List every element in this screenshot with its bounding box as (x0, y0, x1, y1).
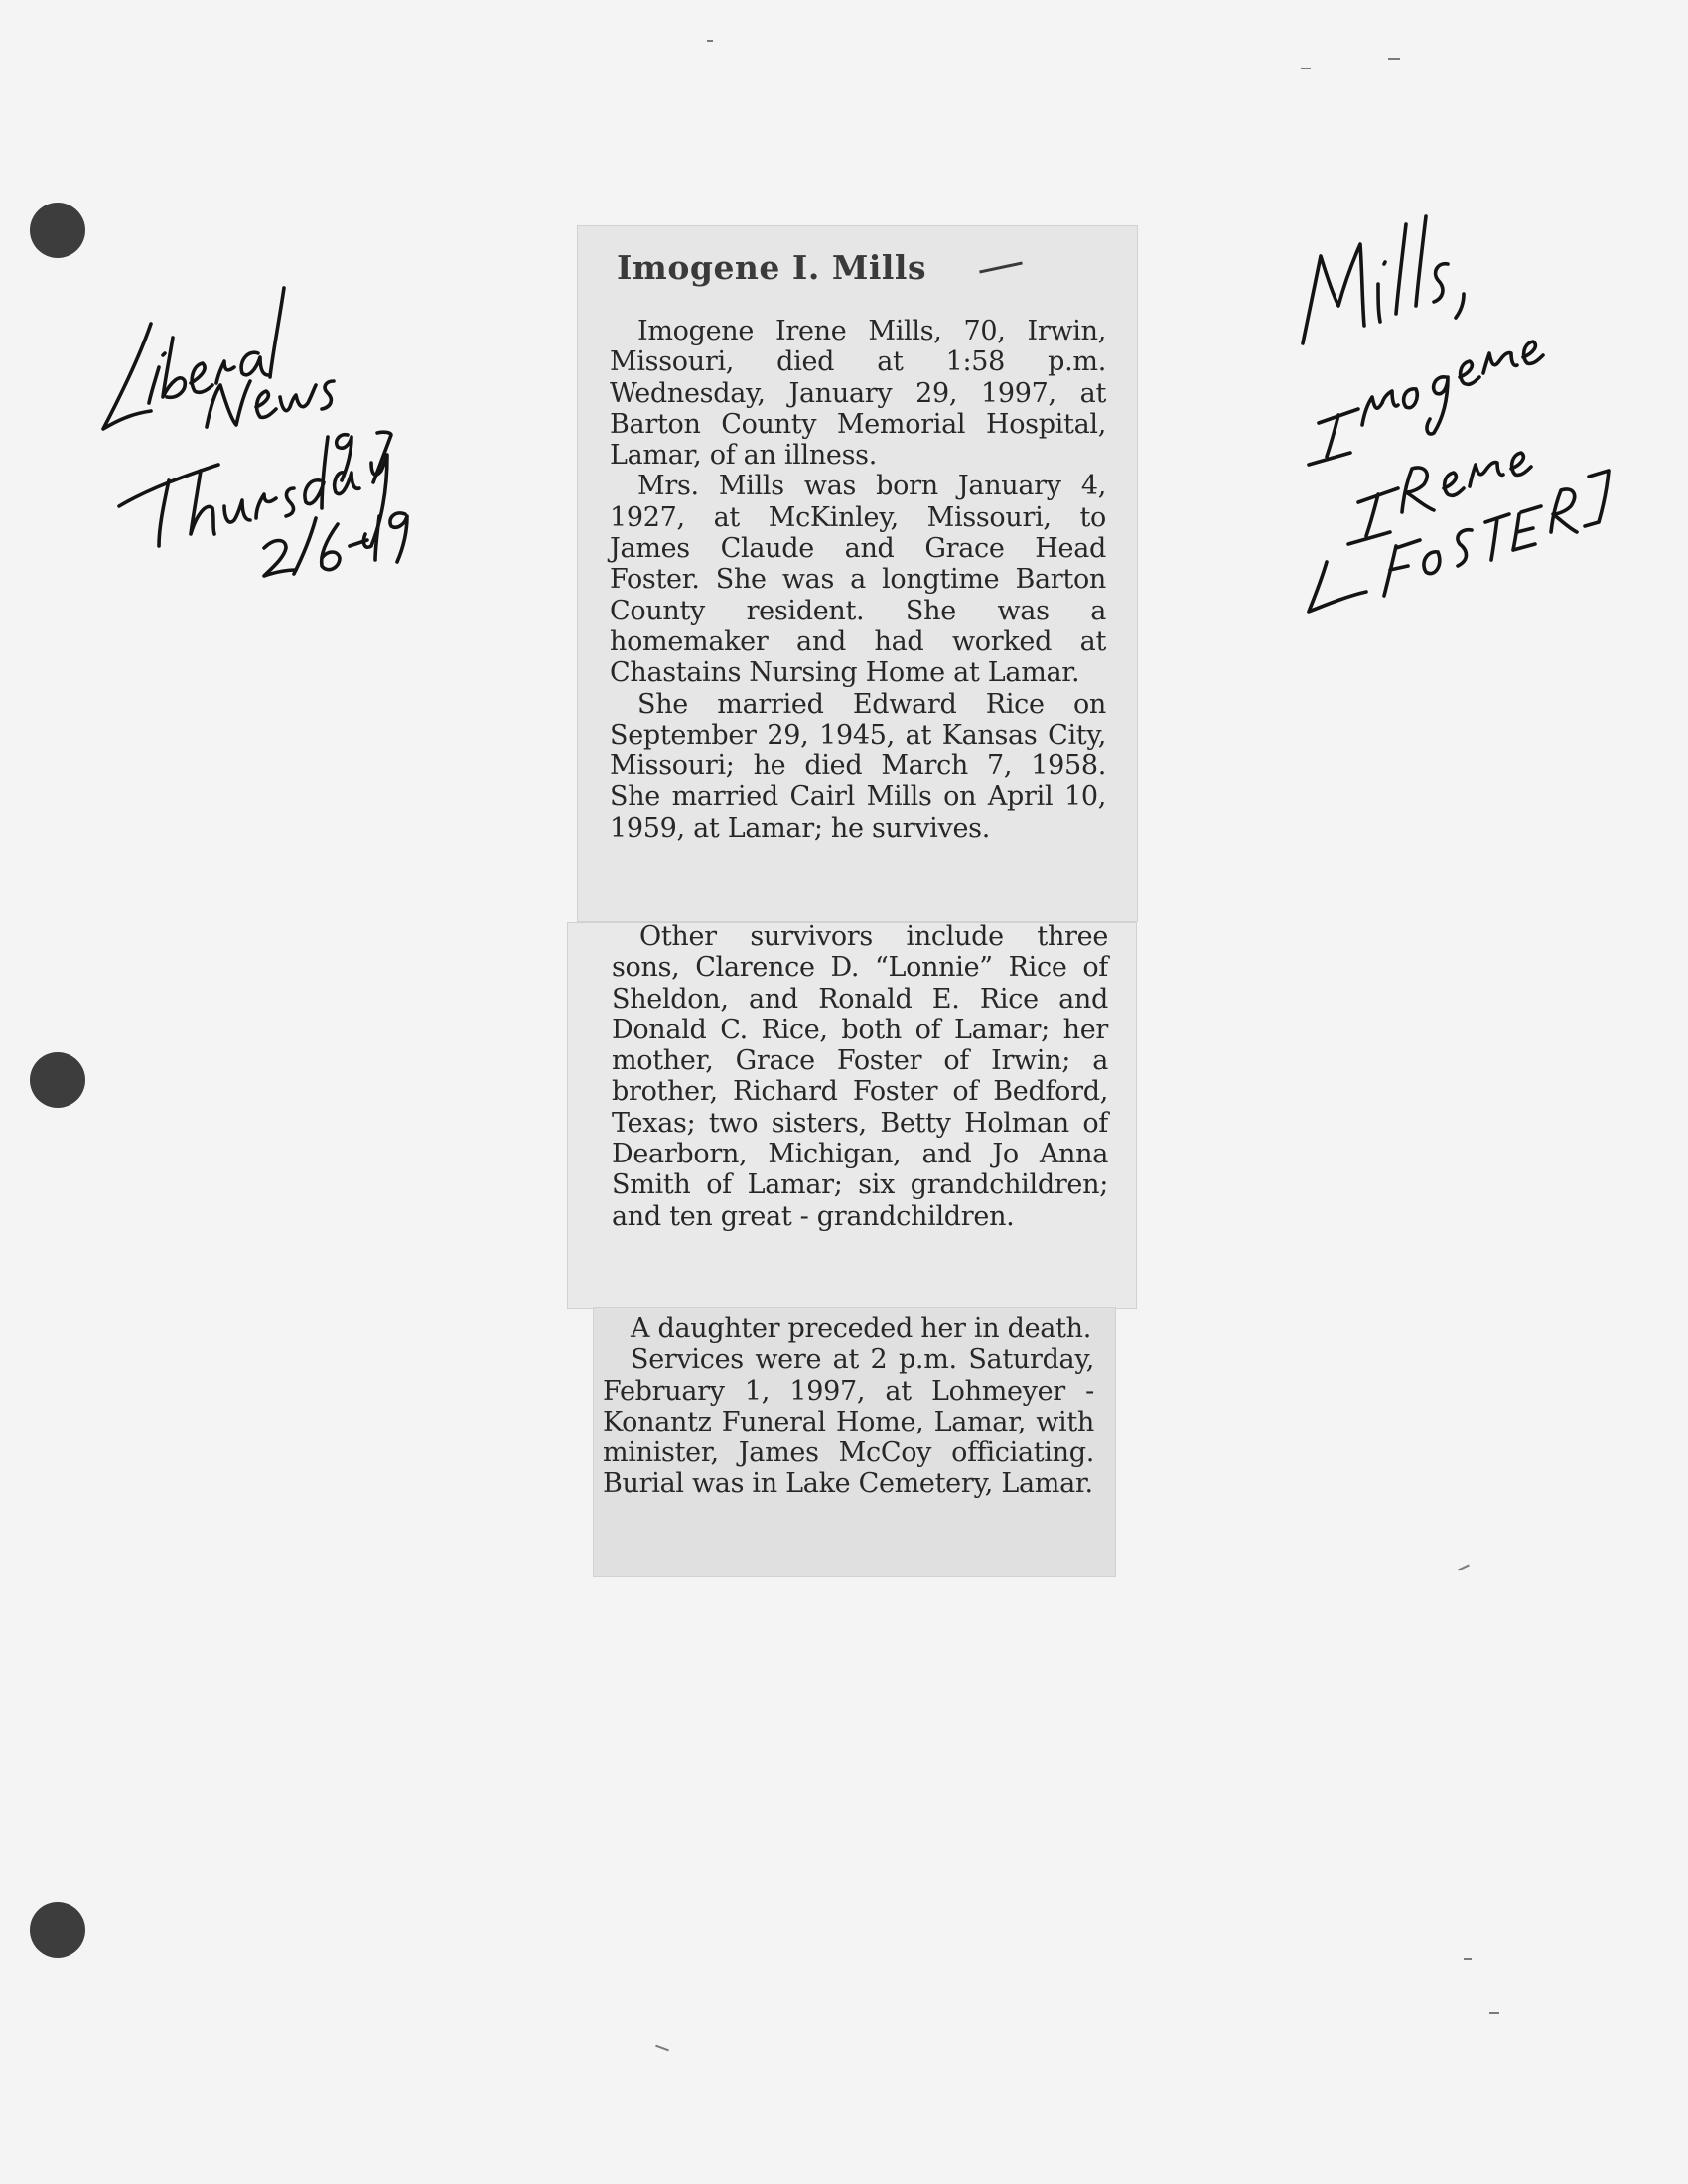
scan-speck (1458, 1565, 1470, 1571)
obituary-paragraph: Services were at 2 p.m. Saturday, February 1, 1997, at Lohmeyer - Konantz Funeral Home, Lamar, with minister, James McCoy officiating. Burial was in Lake Cemetery, Lamar. (603, 1344, 1094, 1500)
handwritten-source-note (89, 258, 427, 576)
obituary-headline: Imogene I. Mills (617, 248, 927, 287)
scan-speck (1489, 2012, 1499, 2014)
obituary-paragraph: Mrs. Mills was born January 4, 1927, at McKinley, Missouri, to James Claude and Grace Head Foster. She was a longtime Barton County resident. She was a homemaker and had worked at Chastains Nursing Home at Lamar. (610, 471, 1106, 689)
handwritten-source-note-year (328, 427, 417, 496)
scan-speck (707, 40, 713, 42)
binder-hole-middle (30, 1052, 85, 1108)
binder-hole-top (30, 203, 85, 258)
handwritten-index-note (1279, 195, 1666, 631)
obituary-text-part-3 (603, 1313, 1094, 1500)
obituary-paragraph: She married Edward Rice on September 29, 1945, at Kansas City, Missouri; he died March 7, 1958. She married Cairl Mills on April 10, 1959, at Lamar; he survives. (610, 688, 1106, 844)
obituary-paragraph: Imogene Irene Mills, 70, Irwin, Missouri, died at 1:58 p.m. Wednesday, January 29, 1997, at Barton County Memorial Hospital, Lamar, of an illness. (610, 316, 1106, 472)
obituary-text-part-1 (610, 316, 1106, 844)
obituary-paragraph: Other survivors include three sons, Clarence D. “Lonnie” Rice of Sheldon, and Ronald E. Rice and Donald C. Rice, both of Lamar; her mother, Grace Foster of Irwin; a brother, Richard Foster of Bedford, Texas; two sisters, Betty Holman of Dearborn, Michigan, and Jo Anna Smith of Lamar; six grandchildren; and ten great - grandchildren. (612, 921, 1108, 1232)
scan-speck (1464, 1958, 1472, 1960)
scan-speck (1301, 68, 1311, 69)
binder-hole-bottom (30, 1902, 85, 1958)
obituary-paragraph: A daughter preceded her in death. (631, 1313, 1091, 1344)
scan-speck (655, 2045, 669, 2052)
obituary-text-part-2 (612, 921, 1108, 1232)
scan-speck (1388, 58, 1400, 60)
